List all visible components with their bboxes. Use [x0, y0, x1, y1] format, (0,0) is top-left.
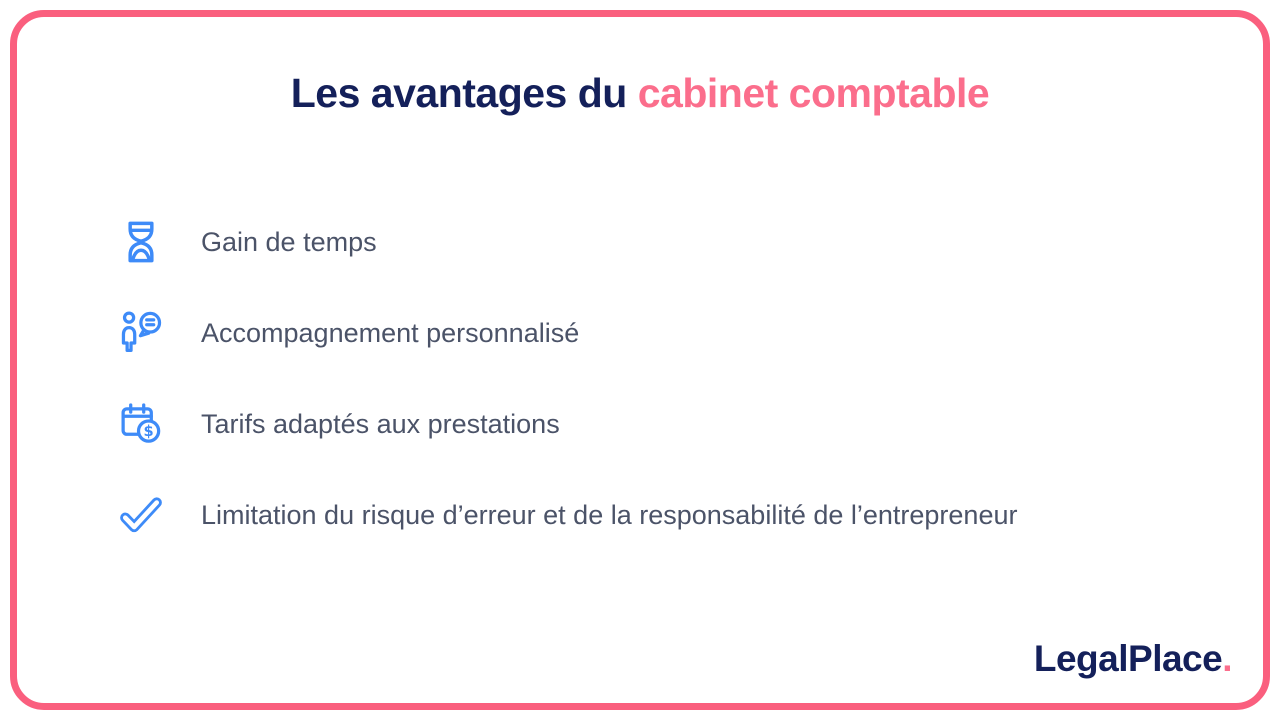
person-chat-icon: [115, 307, 167, 359]
benefit-row-accompagnement: [115, 307, 1210, 359]
benefit-label: Gain de temps: [201, 226, 377, 257]
title-prefix: Les avantages du: [290, 70, 627, 116]
calendar-dollar-icon: [115, 398, 167, 450]
benefit-label: Accompagnement personnalisé: [201, 317, 580, 348]
hourglass-icon: [115, 216, 167, 268]
benefit-label: Limitation du risque d’erreur et de la responsabilité de l’entrepreneur: [201, 499, 1018, 530]
logo-text: LegalPlace: [1033, 638, 1223, 679]
benefits-list: [115, 216, 1210, 580]
svg-text:$: $: [143, 423, 154, 441]
benefit-label: Tarifs adaptés aux prestations: [201, 408, 560, 439]
benefit-row-gain-de-temps: [115, 216, 1210, 268]
checkmark-icon: [115, 489, 167, 541]
title-highlight: cabinet comptable: [637, 70, 990, 116]
benefit-row-limitation: [115, 489, 1210, 541]
benefit-row-tarifs: [115, 398, 1210, 450]
page-title: [0, 70, 1280, 117]
legalplace-logo: [1034, 638, 1232, 680]
logo-dot: .: [1222, 638, 1232, 679]
